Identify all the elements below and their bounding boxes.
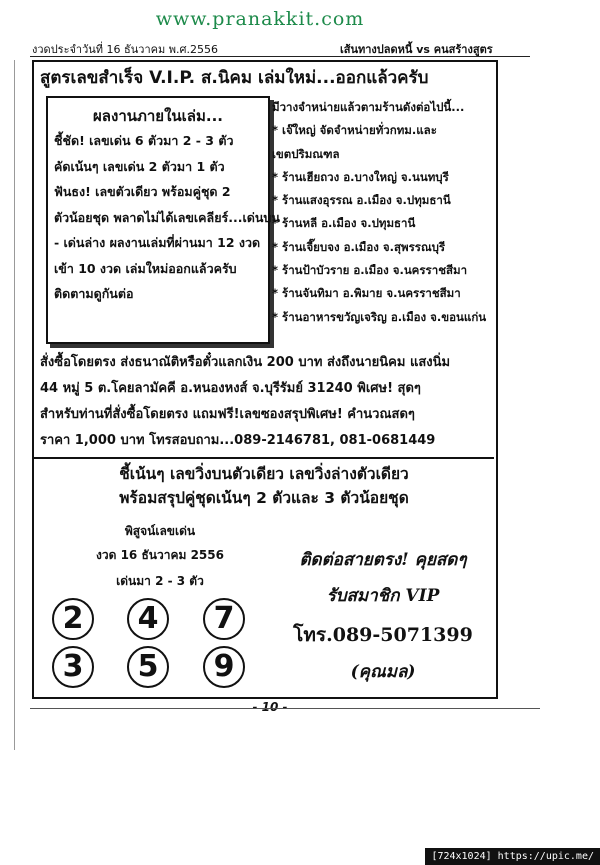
number-circle: 2 [52,598,94,640]
issue-date-header: งวดประจำวันที่ 16 ธันวาคม พ.ศ.2556 [32,43,218,56]
order-line: สำหรับท่านที่สั่งซื้อโดยตรง แถมฟรี!เลขซองสรุปพิเศษ! คำนวณสดๆ [40,407,415,422]
watermark-badge: [724x1024] https://upic.me/ [425,848,600,865]
proof-hits: เด่นมา 2 - 3 ตัว [116,574,204,588]
distribution-list [272,96,494,329]
distribution-item: เขตปริมณฑล [272,146,340,161]
contact-heading: ติดต่อสายตรง! คุยสดๆ [299,550,467,570]
header-rule [30,56,530,57]
distribution-item: * ร้านเจี๊ยบจง อ.เมือง จ.สุพรรณบุรี [272,239,446,254]
number-circle: 3 [52,646,94,688]
order-line: ราคา 1,000 บาท โทรสอบถาม...089-2146781, 081-0681449 [40,433,436,448]
distribution-item: * ร้านอาหารขวัญเจริญ อ.เมือง จ.ขอนแก่น [272,309,487,324]
page-number: - 10 - [252,700,288,714]
results-line: ตัวน้อยชุด พลาดไม่ได้เลขเคลียร์...เด่นบน [54,209,280,225]
results-line: ติดตามดูกันต่อ [54,286,134,301]
contact-phone: โทร.089-5071399 [293,624,473,646]
contact-person: (คุณมล) [350,662,416,682]
order-line: 44 หมู่ 5 ต.โคยลามัคคี อ.หนองหงส์ จ.บุรีรัมย์ 31240 พิเศษ! สุดๆ [40,381,421,396]
distribution-item: มีวางจำหน่ายแล้วตามร้านดังต่อไปนี้... [272,100,465,114]
number-circle: 7 [203,598,245,640]
ad-title: สูตรเลขสำเร็จ V.I.P. ส.นิคม เล่มใหม่...ออกแล้วครับ [40,68,429,88]
results-line: ชี้ชัด! เลขเด่น 6 ตัวมา 2 - 3 ตัว [54,133,234,148]
number-circle: 5 [127,646,169,688]
results-line: - เด่นล่าง ผลงานเล่มที่ผ่านมา 12 งวด [54,235,261,250]
page-edge [14,60,15,750]
section-divider [32,457,494,459]
distribution-item: * ร้านป้าบัวราย อ.เมือง จ.นครราชสีมา [272,263,468,278]
results-line: เข้า 10 งวด เล่มใหม่ออกแล้วครับ [54,260,237,276]
promo-block [40,462,488,510]
contact-membership: รับสมาชิก VIP [326,586,440,606]
results-heading: ผลงานภายในเล่ม... [93,107,223,125]
distribution-item: * เจ๊ใหญ่ จัดจำหน่ายทั่วกทม.และ [272,123,437,138]
distribution-item: * ร้านเฮียถวง อ.บางใหญ่ จ.นนทบุรี [272,169,449,184]
promo-line: ชี้เน้นๆ เลขวิ่งบนตัวเดียว เลขวิ่งล่างตัวเดียว [119,465,409,483]
site-url: www.pranakkit.com [155,8,365,30]
proof-heading: พิสูจน์เลขเด่น [124,524,196,538]
magazine-title-header: เส้นทางปลดหนี้ vs คนสร้างสูตร [340,43,493,56]
distribution-item: * ร้านหลี อ.เมือง จ.ปทุมธานี [272,216,416,231]
distribution-item: * ร้านแสงอุรรณ อ.เมือง จ.ปทุมธานี [272,193,451,208]
bottom-rule [30,708,540,709]
promo-line: พร้อมสรุปคู่ชุดเน้นๆ 2 ตัวและ 3 ตัวน้อยชุด [119,489,409,507]
proof-draw-date: งวด 16 ธันวาคม 2556 [96,548,224,562]
distribution-item: * ร้านจันทิมา อ.พิมาย จ.นครราชสีมา [272,286,461,301]
order-paragraph [40,350,488,454]
results-line: ฟันธง! เลขตัวเดียว พร้อมคู่ชุด 2 [54,184,231,199]
order-line: สั่งซื้อโดยตรง ส่งธนาณัติหรือตั๋วแลกเงิน 200 บาท ส่งถึงนายนิคม แสงนิ่ม [40,355,451,370]
number-circle: 4 [127,598,169,640]
results-line: คัดเน้นๆ เลขเด่น 2 ตัวมา 1 ตัว [54,158,225,174]
number-circle: 9 [203,646,245,688]
results-box [46,96,280,344]
